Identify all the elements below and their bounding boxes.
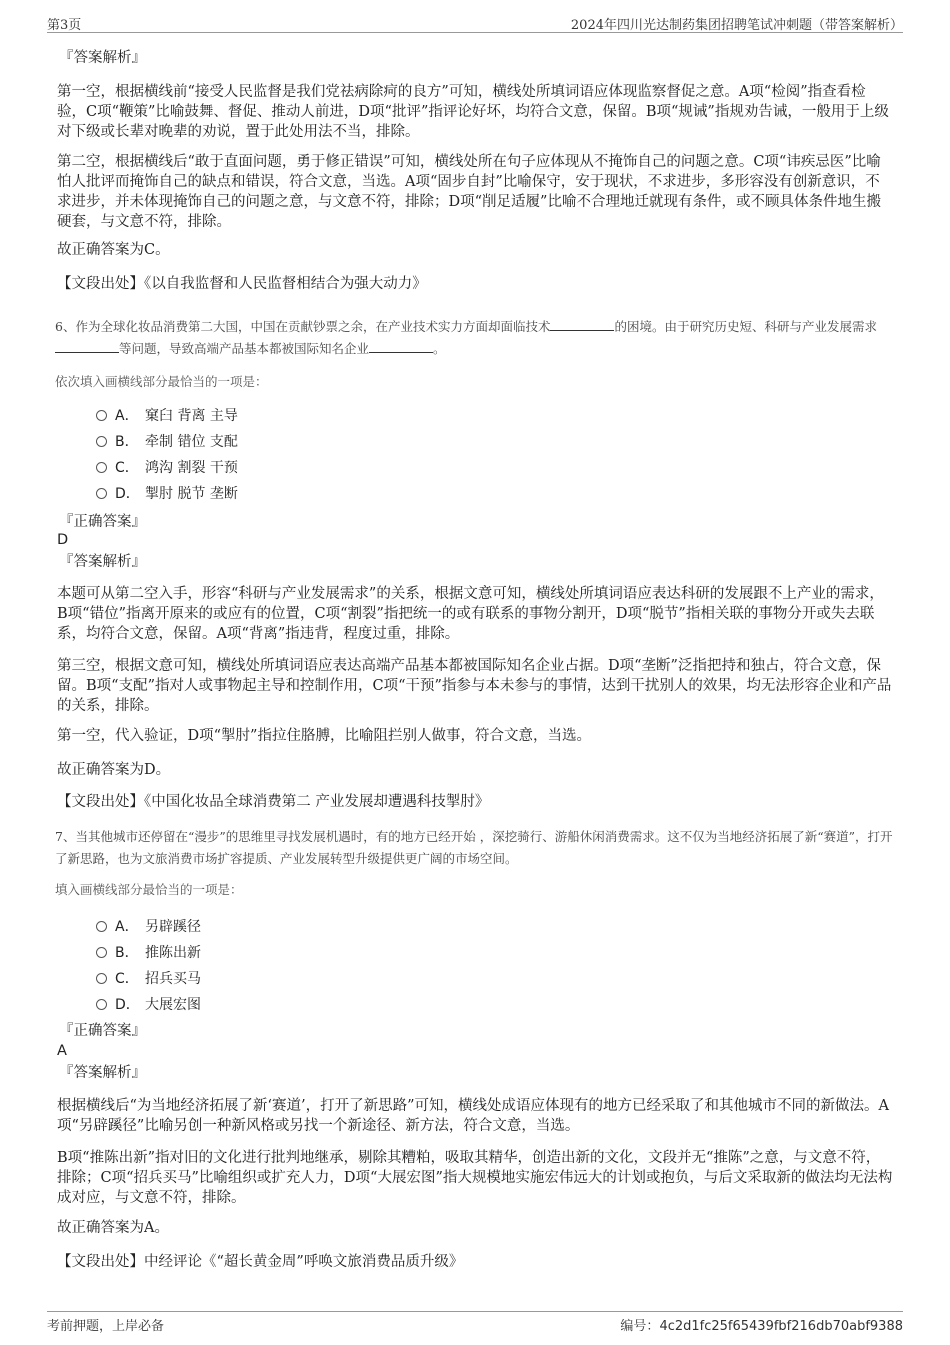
analysis-paragraph: 本题可从第二空入手，形容“科研与产业发展需求”的关系，根据文意可知，横线处所填词语应表达科研的发展跟不上产业的需求，B项“错位”指离开原来的或应有的位置，C项“割裂”指把统一的或有联系的事物分割开，D项“脱节”指相关联的事物分开或失去联系，均符合文意，保留。A项“背离”指违背，程度过重，排除。 xyxy=(57,586,884,642)
source-citation: 【文段出处】《以自我监督和人民监督相结合为强大动力》 xyxy=(57,276,427,292)
source-citation: 【文段出处】《中国化妆品全球消费第二 产业发展却遭遇科技掣肘》 xyxy=(57,794,490,810)
analysis-label: 『答案解析』 xyxy=(59,1065,146,1081)
page-header xyxy=(47,14,903,33)
option-c[interactable]: C． 鸿沟 割裂 干预 xyxy=(96,457,238,479)
source-citation: 【文段出处】中经评论《“超长黄金周”呼唤文旅消费品质升级》 xyxy=(57,1254,464,1270)
analysis-paragraph: B项“推陈出新”指对旧的文化进行批判地继承，剔除其糟粕，吸取其精华，创造出新的文化，文段并无“推陈”之意，与文意不符，排除；C项“招兵买马”比喻组织或扩充人力，D项“大展宏图”指大规模地实施宏伟远大的计划或抱负，与后文采取新的做法均无法构成对应，与文意不符，排除。 xyxy=(57,1150,893,1206)
radio-icon[interactable] xyxy=(96,973,107,984)
analysis-paragraph: 根据横线后“为当地经济拓展了新‘赛道’，打开了新思路”可知，横线处成语应体现有的地方已经采取了和其他城市不同的新做法。A项“另辟蹊径”比喻另创一种新风格或另找一个新途径、新方法，符合文意，当选。 xyxy=(57,1098,890,1134)
option-a[interactable]: A． 窠臼 背离 主导 xyxy=(96,405,238,427)
radio-icon[interactable] xyxy=(96,436,107,447)
question-7-stem: 7、当其他城市还停留在“漫步”的思维里寻找发展机遇时，有的地方已经开始 ，深挖骑行、游船休闲消费需求。这不仅为当地经济拓展了新“赛道”，打开了新思路，也为文旅消费市场扩容提质、产业发展转型升级提供更广阔的市场空间。 xyxy=(55,829,893,866)
page-footer xyxy=(47,1311,903,1334)
page-number: 第3页 xyxy=(47,18,82,33)
conclusion: 故正确答案为A。 xyxy=(57,1220,169,1236)
analysis-label: 『答案解析』 xyxy=(59,554,146,570)
document-code: 编号：4c2d1fc25f65439fbf216db70abf9388 xyxy=(620,1319,903,1334)
question-prompt: 依次填入画横线部分最恰当的一项是： xyxy=(55,374,268,389)
option-b[interactable]: B． 牵制 错位 支配 xyxy=(96,431,238,453)
option-d[interactable]: D． 掣肘 脱节 垄断 xyxy=(96,483,238,505)
footer-slogan: 考前押题，上岸必备 xyxy=(47,1319,165,1334)
conclusion: 故正确答案为D。 xyxy=(57,762,171,778)
analysis-paragraph: 第二空，根据横线后“敢于直面问题，勇于修正错误”可知，横线处所在句子应体现从不掩饰自己的问题之意。C项“讳疾忌医”比喻怕人批评而掩饰自己的缺点和错误，符合文意，当选。A项“固步自封”比喻保守，安于现状，不求进步，多形容没有创新意识，不求进步，并未体现掩饰自己的问题之意，与文意不符，排除；D项“削足适履”比喻不合理地迁就现有条件，或不顾具体条件地生搬硬套，与文意不符，排除。 xyxy=(57,154,881,230)
question-number: 7、 xyxy=(55,829,76,844)
document-title: 2024年四川光达制药集团招聘笔试冲刺题（带答案解析） xyxy=(570,18,903,33)
fill-blank xyxy=(55,340,119,353)
correct-answer-label: 『正确答案』 xyxy=(59,1023,146,1039)
correct-answer-label: 『正确答案』 xyxy=(59,514,146,530)
radio-icon[interactable] xyxy=(96,410,107,421)
conclusion: 故正确答案为C。 xyxy=(57,242,170,258)
option-b[interactable]: B． 推陈出新 xyxy=(96,942,201,964)
radio-icon[interactable] xyxy=(96,921,107,932)
correct-answer: A xyxy=(57,1043,67,1059)
fill-blank xyxy=(369,340,433,353)
question-6-stem: 6、作为全球化妆品消费第二大国，中国在贡献钞票之余，在产业技术实力方面却面临技术 的困境。由于研究历史短、科研与产业发展需求等问题，导致高端产品基本都被国际知名企业 。 xyxy=(55,319,877,356)
option-d[interactable]: D． 大展宏图 xyxy=(96,994,201,1016)
analysis-paragraph: 第三空，根据文意可知，横线处所填词语应表达高端产品基本都被国际知名企业占据。D项“垄断”泛指把持和独占，符合文意，保留。B项“支配”指对人或事物起主导和控制作用，C项“干预”指参与本未参与的事情，达到干扰别人的效果，均无法形容企业和产品的关系，排除。 xyxy=(57,658,892,714)
analysis-paragraph: 第一空，根据横线前“接受人民监督是我们党祛病除疴的良方”可知，横线处所填词语应体现监察督促之意。A项“检阅”指查看检验，C项“鞭策”比喻鼓舞、督促、推动人前进，D项“批评”指评论好坏，均符合文意，保留。B项“规诫”指规劝告诫，一般用于上级对下级或长辈对晚辈的劝说，置于此处用法不当，排除。 xyxy=(57,84,889,140)
option-a[interactable]: A． 另辟蹊径 xyxy=(96,916,201,938)
question-number: 6、 xyxy=(55,319,76,334)
option-c[interactable]: C． 招兵买马 xyxy=(96,968,201,990)
radio-icon[interactable] xyxy=(96,462,107,473)
correct-answer: D xyxy=(57,532,69,548)
question-prompt: 填入画横线部分最恰当的一项是： xyxy=(55,882,243,897)
fill-blank xyxy=(550,318,614,331)
analysis-label: 『答案解析』 xyxy=(59,50,146,66)
analysis-paragraph: 第一空，代入验证，D项“掣肘”指拉住胳膊，比喻阻拦别人做事，符合文意，当选。 xyxy=(57,728,591,744)
radio-icon[interactable] xyxy=(96,947,107,958)
radio-icon[interactable] xyxy=(96,488,107,499)
radio-icon[interactable] xyxy=(96,999,107,1010)
